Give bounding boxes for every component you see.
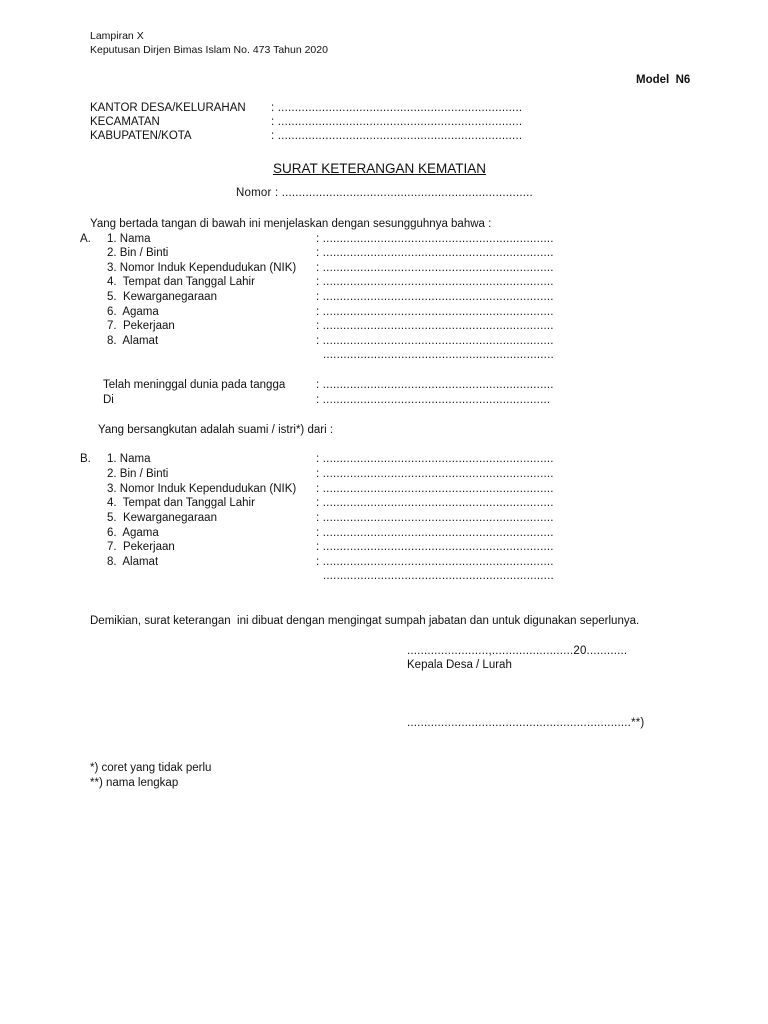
field-b-label: 8. Alamat — [107, 556, 159, 568]
field-a-label: 3. Nomor Induk Kependudukan (NIK) — [107, 262, 297, 274]
field-a-label: 6. Agama — [107, 306, 159, 318]
office-value-kecamatan: : ........................................................................ — [271, 116, 523, 128]
footnote-full-name: **) nama lengkap — [90, 777, 179, 789]
field-b-value: : .................................................................... — [316, 468, 554, 480]
field-b-label: 2. Bin / Binti — [107, 468, 169, 480]
death-date-value: : .................................................................... — [316, 379, 554, 391]
field-a-address-continuation: .................................................................... — [323, 349, 554, 361]
field-b-label: 1. Nama — [107, 453, 151, 465]
field-a-value: : .................................................................... — [316, 291, 554, 303]
field-b-value: : .................................................................... — [316, 512, 554, 524]
field-a-value: : .................................................................... — [316, 262, 554, 274]
field-b-value: : .................................................................... — [316, 556, 554, 568]
field-a-label: 4. Tempat dan Tanggal Lahir — [107, 276, 255, 288]
section-a-letter: A. — [80, 233, 91, 245]
field-a-label: 8. Alamat — [107, 335, 159, 347]
signature-name-line: ..................................................................**) — [407, 717, 645, 729]
field-b-value: : .................................................................... — [316, 483, 554, 495]
field-a-label: 1. Nama — [107, 233, 151, 245]
field-a-label: 5. Kewarganegaraan — [107, 291, 217, 303]
field-b-value: : .................................................................... — [316, 453, 554, 465]
field-b-label: 3. Nomor Induk Kependudukan (NIK) — [107, 483, 297, 495]
office-label-kabupaten: KABUPATEN/KOTA — [90, 130, 192, 142]
field-b-label: 6. Agama — [107, 527, 159, 539]
death-place-label: Di — [103, 394, 114, 406]
intro-statement: Yang bertada tangan di bawah ini menjelaskan dengan sesungguhnya bahwa : — [90, 218, 492, 230]
signature-place-date: ........................,........................20............ — [407, 645, 628, 657]
footnote-strike: *) coret yang tidak perlu — [90, 762, 212, 774]
section-b-letter: B. — [80, 453, 91, 465]
field-b-label: 7. Pekerjaan — [107, 541, 175, 553]
signature-position: Kepala Desa / Lurah — [407, 659, 512, 671]
field-a-value: : .................................................................... — [316, 335, 554, 347]
office-label-desa: KANTOR DESA/KELURAHAN — [90, 102, 246, 114]
field-b-label: 4. Tempat dan Tanggal Lahir — [107, 497, 255, 509]
relation-statement: Yang bersangkutan adalah suami / istri*) dari : — [98, 424, 334, 436]
attachment-label: Lampiran X — [90, 30, 144, 42]
field-b-label: 5. Kewarganegaraan — [107, 512, 217, 524]
field-b-value: : .................................................................... — [316, 541, 554, 553]
field-b-value: : .................................................................... — [316, 497, 554, 509]
document-number: Nomor : .......................................................................... — [236, 187, 533, 199]
model-code: Model N6 — [636, 74, 691, 86]
field-a-value: : .................................................................... — [316, 306, 554, 318]
office-value-kabupaten: : ........................................................................ — [271, 130, 523, 142]
field-b-value: : .................................................................... — [316, 527, 554, 539]
decree-reference: Keputusan Dirjen Bimas Islam No. 473 Tahun 2020 — [90, 44, 328, 56]
field-a-label: 2. Bin / Binti — [107, 247, 169, 259]
office-label-kecamatan: KECAMATAN — [90, 116, 160, 128]
document-title: SURAT KETERANGAN KEMATIAN — [273, 161, 487, 176]
office-value-desa: : ........................................................................ — [271, 102, 523, 114]
field-a-label: 7. Pekerjaan — [107, 320, 175, 332]
field-b-address-continuation: .................................................................... — [323, 570, 554, 582]
field-a-value: : .................................................................... — [316, 233, 554, 245]
field-a-value: : .................................................................... — [316, 247, 554, 259]
field-a-value: : .................................................................... — [316, 320, 554, 332]
field-a-value: : .................................................................... — [316, 276, 554, 288]
closing-statement: Demikian, surat keterangan ini dibuat dengan mengingat sumpah jabatan dan untuk digunakan seperlunya. — [90, 615, 640, 627]
death-date-label: Telah meninggal dunia pada tangga — [103, 379, 286, 391]
death-place-value: : ................................................................... — [316, 394, 551, 406]
